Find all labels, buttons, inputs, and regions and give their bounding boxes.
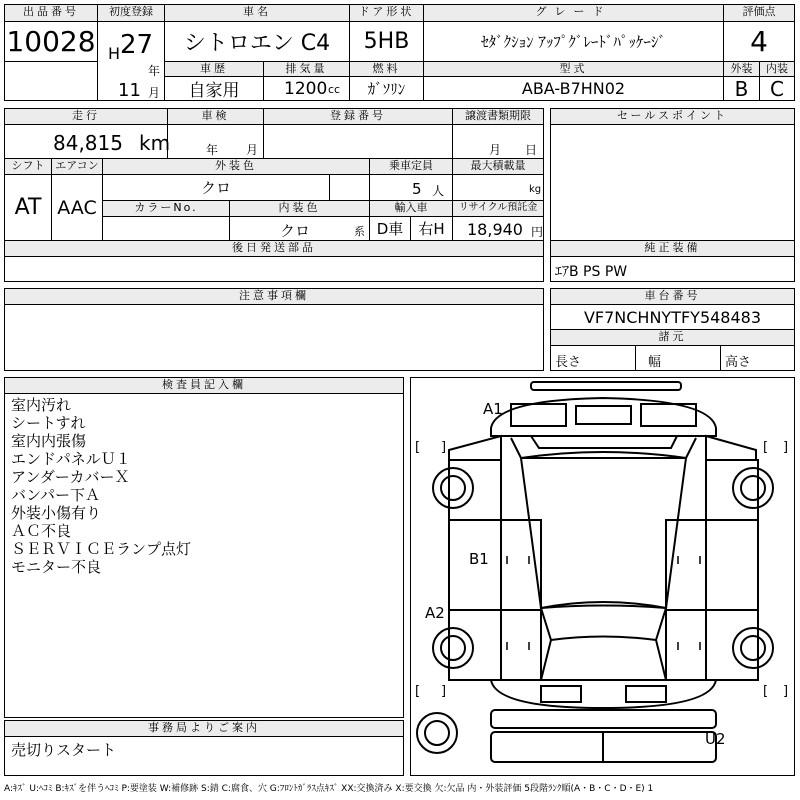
ext-label: 外装 xyxy=(723,61,760,77)
inspector-line: モニター不良 xyxy=(11,558,102,576)
height-label: 高さ xyxy=(725,355,752,370)
inspector-cell xyxy=(4,393,404,718)
regno-cell xyxy=(263,124,453,159)
import-label: 輸入車 xyxy=(369,200,453,217)
history-label: 車歴 xyxy=(164,61,264,77)
era: H xyxy=(108,44,121,63)
ac: AAC xyxy=(51,174,103,241)
inspector-line: アンダーカバーＸ xyxy=(11,468,130,486)
displacement-label: 排気量 xyxy=(263,61,350,77)
lot-no-blank xyxy=(4,61,98,101)
office-label: 事務局よりご案内 xyxy=(4,720,404,737)
dims-label: 諸元 xyxy=(550,329,795,346)
later-label: 後日発送部品 xyxy=(4,240,544,257)
int-label: 内装 xyxy=(759,61,795,77)
shift-label: シフト xyxy=(4,158,52,175)
colorno-cell xyxy=(102,216,230,241)
lot-no: 10028 xyxy=(4,21,98,62)
shift: AT xyxy=(4,174,52,241)
width-cell xyxy=(635,345,721,371)
legend: A:ｷｽﾞ U:ﾍｺﾐ B:ｷｽﾞを伴うﾍｺﾐ P:要塗装 W:補修跡 S:錆 C:腐食、穴 G:ﾌﾛﾝﾄｶﾞﾗｽ点ｷｽﾞ XX:交換済み X:要交換 欠:欠品 内・外装評価 5段階ﾗﾝｸ順(A・B・C・D・E) 1 xyxy=(4,784,654,794)
car-outline xyxy=(411,378,794,775)
inspector-line: 外装小傷有り xyxy=(11,504,102,522)
inspector-line: バンパー下Ａ xyxy=(11,486,100,504)
displacement-cell xyxy=(263,76,350,101)
mark-a2: A2 xyxy=(425,604,445,622)
inspector-label: 検査員記入欄 xyxy=(4,377,404,394)
transfer-day-unit: 日 xyxy=(525,143,538,157)
interior-color-cell xyxy=(229,216,370,241)
width-label: 幅 xyxy=(648,355,662,370)
score-label: 評価点 xyxy=(723,4,795,22)
capacity-cell xyxy=(369,174,453,201)
bracket-right-bottom: [ xyxy=(763,684,769,699)
grade-label: グレード xyxy=(423,4,724,22)
drive: D車 xyxy=(369,216,411,241)
office-cell xyxy=(4,736,404,776)
steer: 右H xyxy=(410,216,453,241)
person-unit: 人 xyxy=(432,184,445,198)
inspector-line: ＡＣ不良 xyxy=(11,522,72,540)
equip-cell xyxy=(550,256,795,282)
displacement: 1200 xyxy=(284,79,328,99)
bracket-left-top-close: ] xyxy=(441,440,447,455)
inspector-line: エンドパネルＵ１ xyxy=(11,450,131,468)
yen-unit: 円 xyxy=(531,225,544,239)
reg-cell xyxy=(97,21,165,101)
notes-label: 注意事項欄 xyxy=(4,288,544,305)
fuel-label: 燃料 xyxy=(349,61,424,77)
bracket-right-top-close: ] xyxy=(783,440,789,455)
office-text: 売切りスタート xyxy=(11,741,117,759)
transfer-label: 譲渡書類期限 xyxy=(452,108,544,125)
recycle-label: リサイクル預託金 xyxy=(452,200,544,217)
grade: ｾﾀﾞｸｼｮﾝ ｱｯﾌﾟｸﾞﾚｰﾄﾞﾊﾟｯｹｰｼﾞ xyxy=(423,21,724,62)
capacity: 5 xyxy=(412,180,422,198)
sales-cell xyxy=(550,124,795,241)
inspector-line: シートすれ xyxy=(11,414,86,432)
reg-month: 11 xyxy=(118,80,141,101)
inspector-line: 室内内張傷 xyxy=(11,432,87,450)
car-diagram xyxy=(410,377,795,776)
inspector-line: 室内汚れ xyxy=(11,396,72,414)
door: 5HB xyxy=(349,21,424,62)
color-blank xyxy=(329,174,370,201)
mark-b1: B1 xyxy=(469,550,489,568)
cc-unit: cc xyxy=(328,83,341,96)
length-label: 長さ xyxy=(555,355,582,370)
color: クロ xyxy=(102,174,330,201)
interior-color: クロ xyxy=(280,222,311,240)
kg-unit: kg xyxy=(529,184,542,195)
ac-label: エアコン xyxy=(51,158,103,175)
model: ABA-B7HN02 xyxy=(423,76,724,101)
year-unit: 年 xyxy=(148,64,161,78)
chassis-label: 車台番号 xyxy=(550,288,795,305)
mileage-cell xyxy=(4,124,171,159)
length-cell xyxy=(550,345,636,371)
transfer-cell xyxy=(452,124,544,159)
mark-a1: A1 xyxy=(483,400,503,418)
equip: ｴｱB PS PW xyxy=(555,264,628,280)
fuel: ｶﾞｿﾘﾝ xyxy=(349,76,424,101)
equip-label: 純正装備 xyxy=(550,240,795,257)
bracket-left-bottom-close: ] xyxy=(441,684,447,699)
mark-u2: U2 xyxy=(705,730,726,748)
month-unit: 月 xyxy=(148,86,161,100)
mileage-label: 走行 xyxy=(4,108,168,125)
notes-cell xyxy=(4,304,544,371)
mileage: 84,815 xyxy=(53,131,123,155)
history: 自家用 xyxy=(164,76,264,101)
car-name: シトロエン C4 xyxy=(164,21,350,62)
color-label: 外装色 xyxy=(102,158,370,175)
reg-year: 27 xyxy=(120,30,154,60)
recycle: 18,940 xyxy=(467,220,523,239)
model-label: 型式 xyxy=(423,61,724,77)
km-unit: km xyxy=(139,131,171,155)
interior-color-label: 内装色 xyxy=(229,200,370,217)
sales-label: セールスポイント xyxy=(550,108,795,125)
height-cell xyxy=(720,345,795,371)
load-label: 最大積載量 xyxy=(452,158,544,175)
bracket-right-bottom-close: ] xyxy=(783,684,789,699)
bracket-left-top: [ xyxy=(415,440,421,455)
regno-label: 登録番号 xyxy=(263,108,453,125)
inspection-label: 車検 xyxy=(167,108,264,125)
reg-label: 初度登録 xyxy=(97,4,165,22)
colorno-label: カラーNo. xyxy=(102,200,230,217)
later-cell xyxy=(4,256,544,282)
car-name-label: 車名 xyxy=(164,4,350,22)
door-label: ドア形状 xyxy=(349,4,424,22)
inspector-line: ＳＥＲＶＩＣＥランプ点灯 xyxy=(11,540,192,558)
ext-grade: B xyxy=(723,76,760,101)
inspection-cell xyxy=(167,124,264,159)
capacity-label: 乗車定員 xyxy=(369,158,453,175)
int-grade: C xyxy=(759,76,795,101)
kei-unit: 系 xyxy=(354,225,365,238)
insp-year-unit: 年 xyxy=(206,143,219,157)
chassis: VF7NCHNYTFY548483 xyxy=(550,304,795,330)
load-cell xyxy=(452,174,544,201)
insp-month-unit: 月 xyxy=(246,143,259,157)
bracket-left-bottom: [ xyxy=(415,684,421,699)
transfer-month-unit: 月 xyxy=(489,143,502,157)
bracket-right-top: [ xyxy=(763,440,769,455)
recycle-cell xyxy=(452,216,544,241)
score: 4 xyxy=(723,21,795,62)
lot-no-label: 出品番号 xyxy=(4,4,98,22)
